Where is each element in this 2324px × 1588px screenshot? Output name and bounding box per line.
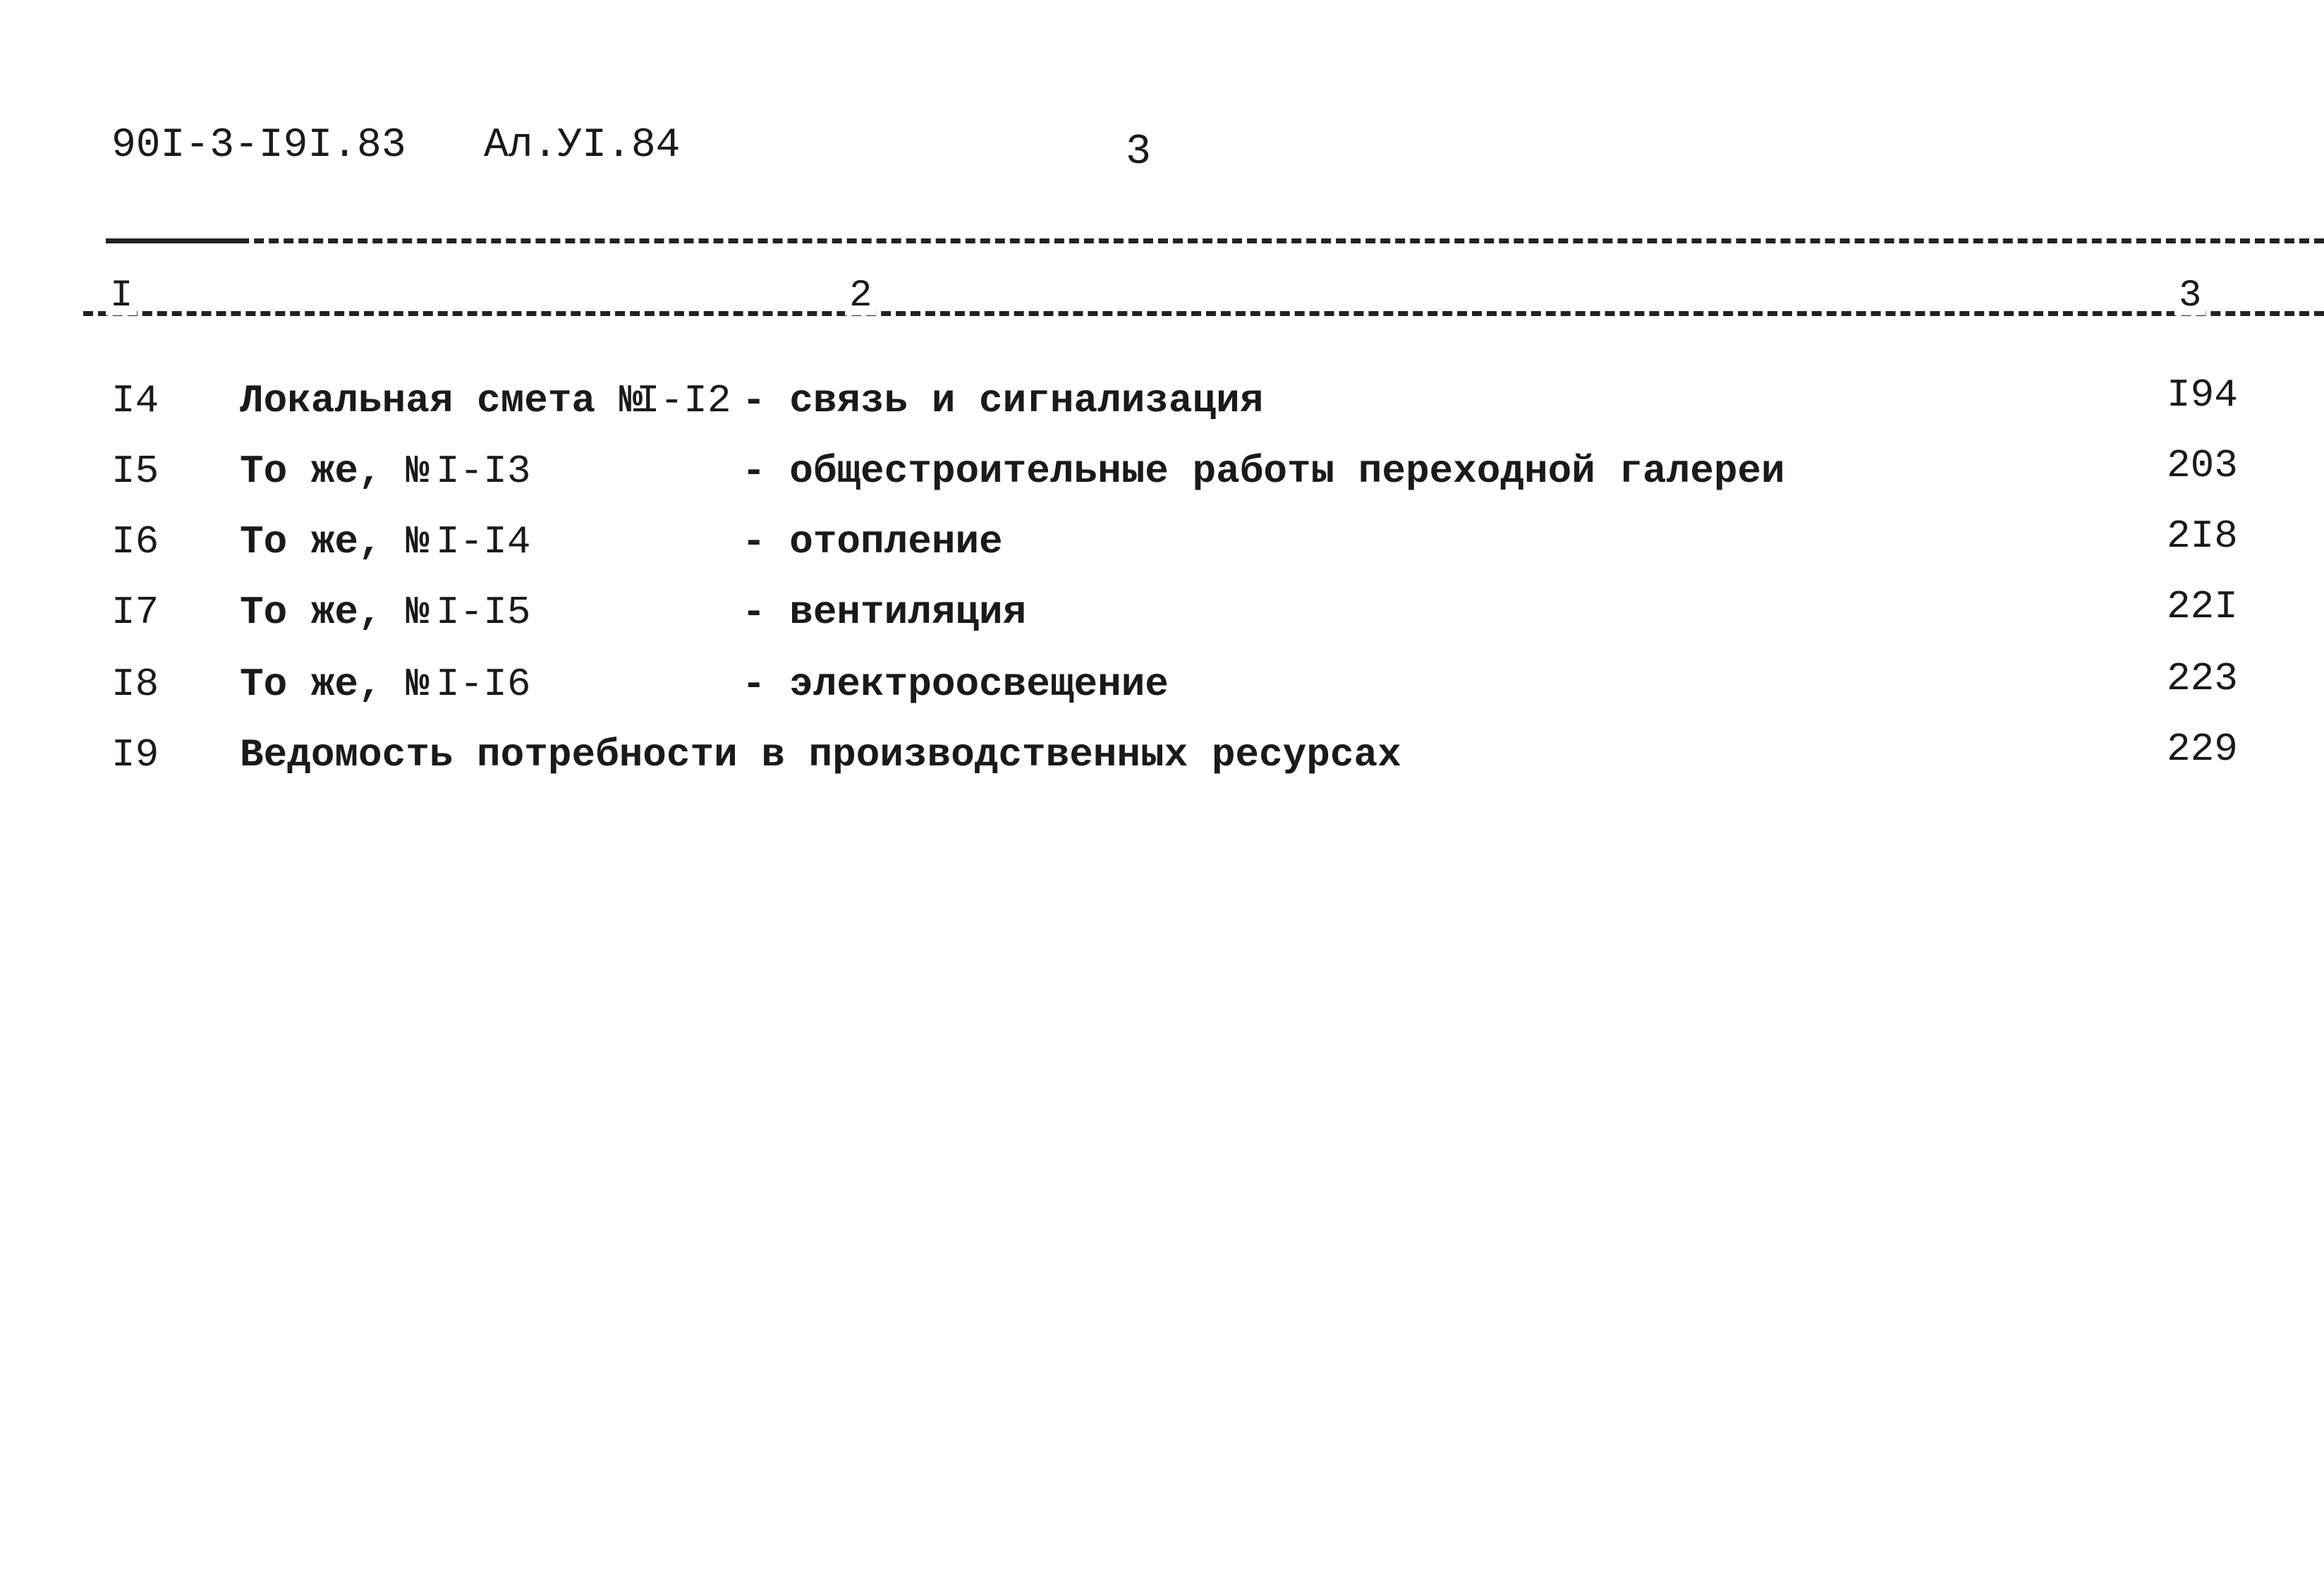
page-number: 3 [1126,128,1152,176]
row-page: 22I [2167,584,2238,629]
row-page: I94 [2167,372,2238,418]
table-top-rule-lead [106,238,240,243]
row-number: I4 [111,378,159,423]
row-page: 229 [2167,727,2238,772]
row-description: - общестроительные работы переходной галереи [742,449,1785,494]
row-description: - связь и сигнализация [742,378,1264,423]
row-description: - электроосвещение [742,662,1169,707]
row-title: Локальная смета № [240,378,643,423]
column-header-2: 2 [845,277,876,315]
estimate-code: I-I6 [436,662,531,707]
row-number: I6 [111,519,159,564]
row-page: 2I8 [2167,514,2238,559]
table-row [0,656,2324,735]
row-number: I9 [111,732,159,777]
estimate-code: I-I5 [436,590,531,635]
row-number: I8 [111,662,159,707]
column-header-rule [83,311,2324,316]
row-number: I5 [111,449,159,494]
row-title: То же, № [240,519,430,564]
estimate-code: I-I2 [636,378,731,423]
table-row [0,727,2324,806]
album-number: Ал.УI.84 [484,123,681,169]
row-number: I7 [111,590,159,635]
table-top-rule [106,238,2324,243]
row-title: То же, № [240,662,430,707]
table-row [0,372,2324,451]
document-code: 90I-3-I9I.83 [111,123,406,169]
estimate-code: I-I4 [436,519,531,564]
table-row [0,443,2324,522]
row-title: То же, № [240,590,430,635]
estimate-code: I-I3 [436,449,531,494]
table-row [0,514,2324,593]
row-title: Ведомость потребности в производственных ресурсах [240,732,1401,777]
row-page: 203 [2167,443,2238,488]
row-description: - отопление [742,519,1003,564]
row-description: - вентиляция [742,590,1027,635]
table-row [0,584,2324,663]
column-header-1: I [106,277,137,315]
row-page: 223 [2167,656,2238,701]
column-header-3: 3 [2174,277,2206,315]
row-title: То же, № [240,449,430,494]
